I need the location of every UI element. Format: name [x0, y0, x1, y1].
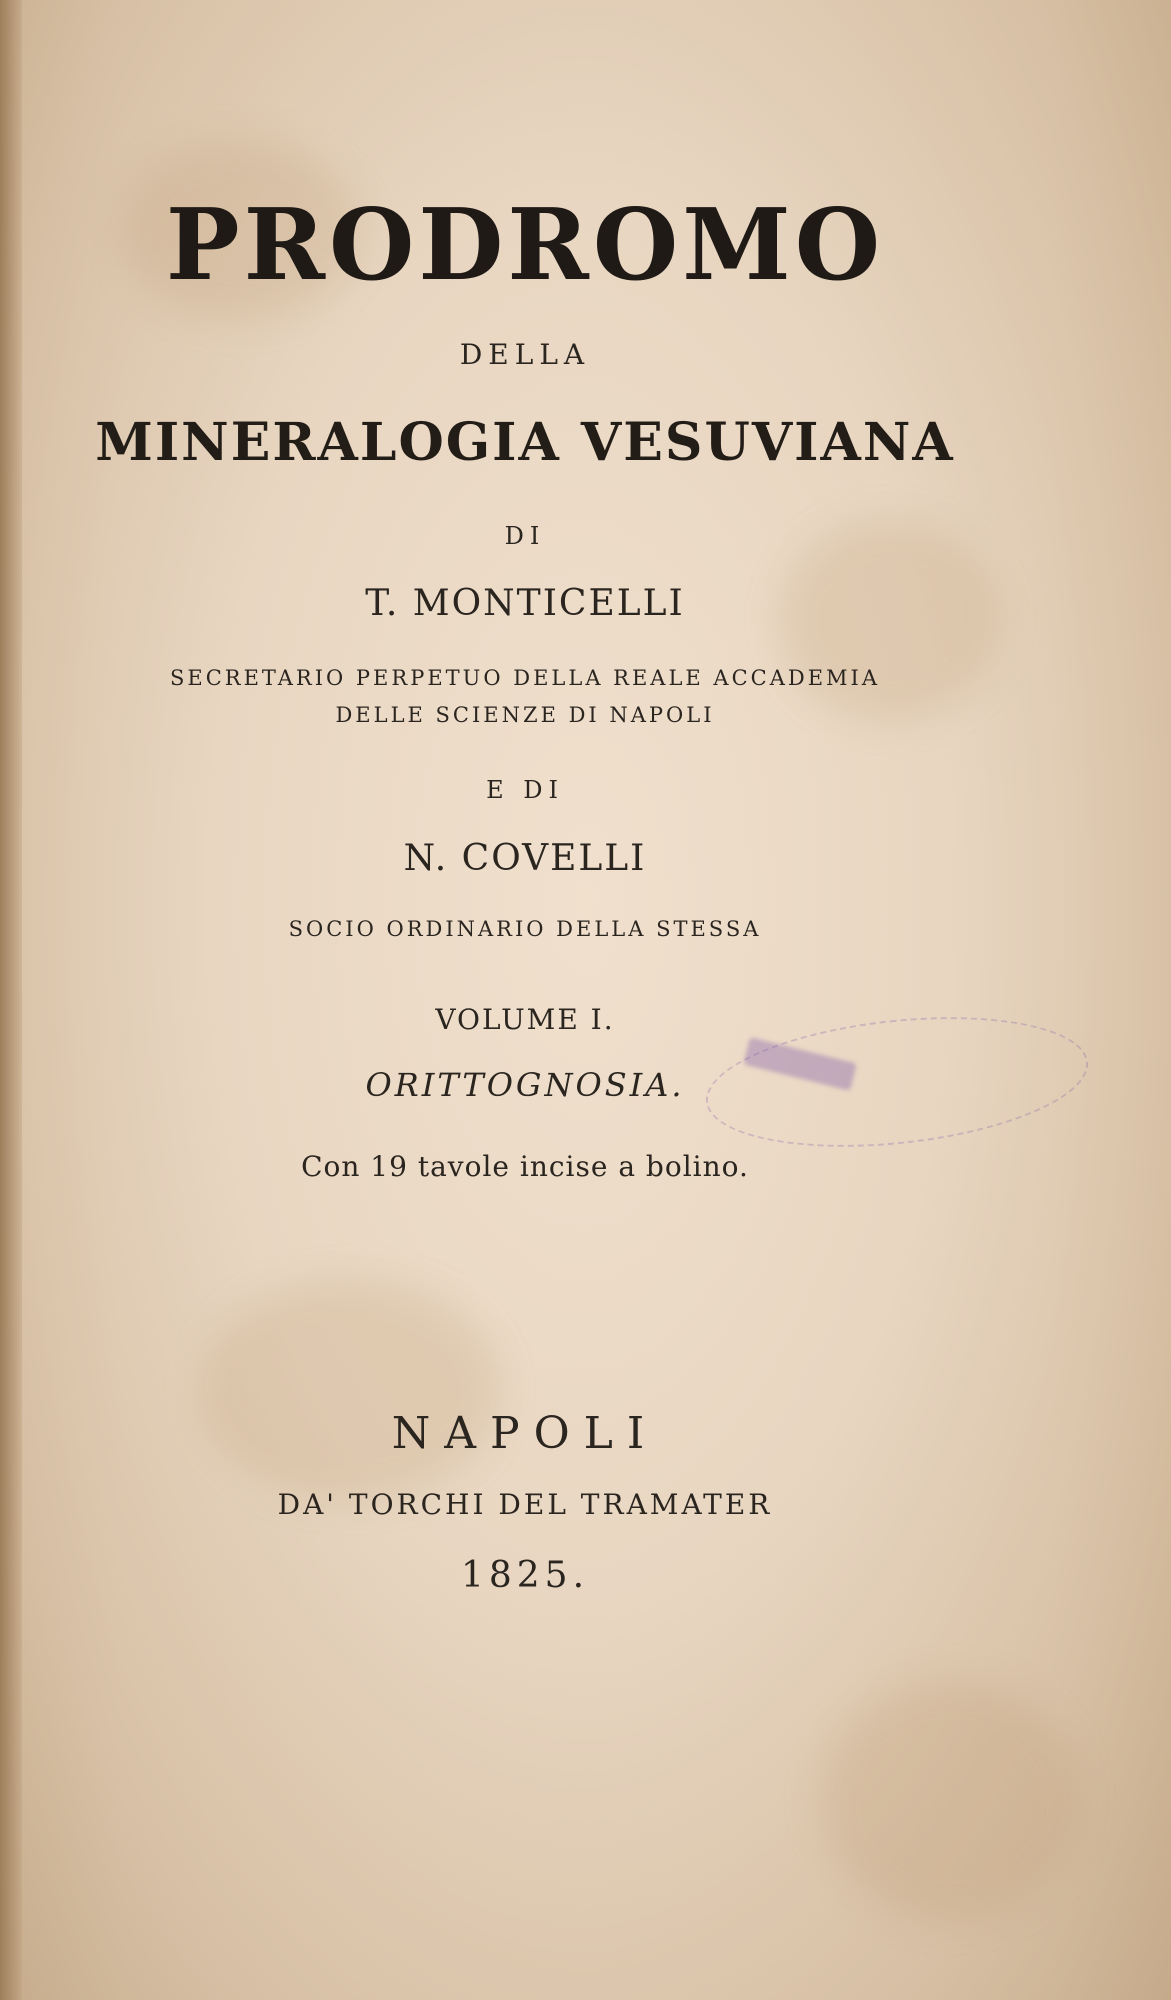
volume-part-title: ORITTOGNOSIA.: [365, 1066, 685, 1104]
book-subtitle: MINERALOGIA VESUVIANA: [95, 412, 955, 473]
imprint-printer: DA' TORCHI DEL TRAMATER: [277, 1488, 773, 1521]
author-1-role-line-2: DELLE SCIENZE DI NAPOLI: [335, 703, 715, 727]
imprint-city: NAPOLI: [391, 1408, 659, 1459]
title-connector: DELLA: [459, 338, 591, 371]
author-1-role-line-1: SECRETARIO PERPETUO DELLA REALE ACCADEMIA: [169, 666, 881, 690]
author-name-2: N. COVELLI: [403, 838, 647, 879]
author-connector: DI: [504, 522, 546, 550]
author-2-role: SOCIO ORDINARIO DELLA STESSA: [288, 917, 762, 941]
second-author-connector: E DI: [486, 776, 564, 804]
plates-note: Con 19 tavole incise a bolino.: [301, 1150, 749, 1183]
imprint-year: 1825.: [460, 1555, 590, 1596]
book-title: PRODROMO: [165, 188, 885, 303]
volume-number: VOLUME I.: [435, 1003, 615, 1036]
foxing-stain: [820, 1680, 1080, 1920]
foxing-stain: [200, 1280, 500, 1500]
author-name-1: T. MONTICELLI: [365, 583, 685, 624]
